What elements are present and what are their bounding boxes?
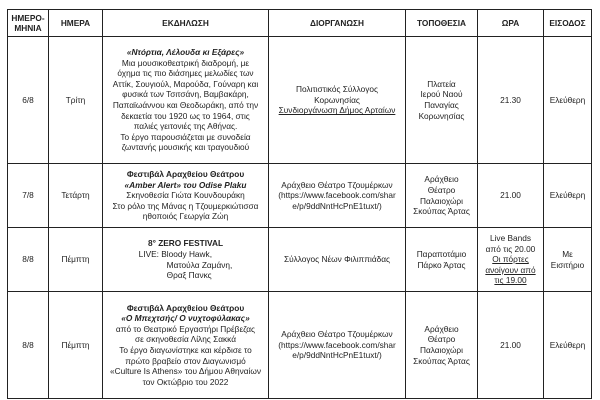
location-line: Παλαιοχώρι — [419, 345, 463, 355]
header-time: ΩΡΑ — [478, 10, 544, 37]
event-line: σε σκηνοθεσία Λίλης Σακκά — [134, 334, 237, 345]
cell-organizer — [269, 37, 406, 164]
organizer-line: Πολιτιστικός Σύλλογος — [296, 84, 378, 95]
event-line: «Culture Is Athens» του Δήμου Αθηναίων — [110, 366, 261, 377]
header-date-line: ΗΜΕΡΟ- — [11, 13, 45, 23]
event-line: τον Οκτώβριο του 2022 — [142, 376, 229, 387]
location-line: Παλαιοχώρι — [419, 195, 463, 206]
event-line: Παπαϊωάννου και Θεοδωράκη, από την — [112, 100, 259, 110]
cell-location — [406, 228, 478, 292]
table-row — [8, 164, 592, 228]
event-line: φυσικά των Τσιτσάνη, Βαμβακάρη, — [122, 89, 249, 100]
organizer-url[interactable]: (https://www.facebook.com/shar — [278, 339, 396, 350]
time-line: από τις 20.00 — [485, 243, 536, 254]
event-line: Ματούλα Ζαμάνη, — [166, 259, 233, 270]
organizer-line: Κορωνησίας — [314, 94, 360, 105]
events-table — [7, 9, 592, 399]
event-line: ηθοποιός Γεωργία Ζώη — [142, 211, 229, 222]
event-line: από το Θεατρικό Εργαστήρι Πρέβεζας — [115, 323, 256, 334]
location-line: Σκούπας Άρτας — [413, 206, 470, 217]
location-line: Παραποτάμιο — [416, 248, 467, 259]
co-organizer-link[interactable]: Συνδιοργάνωση Δήμος Αρταίων — [278, 105, 396, 116]
location-line: Αράχθειο — [424, 323, 459, 334]
location-line: Παναγίας — [424, 100, 459, 110]
organizer-url[interactable]: (https://www.facebook.com/shar — [278, 190, 396, 201]
event-title: «Amber Alert» του Odise Plaku — [124, 179, 247, 190]
header-day: ΗΜΕΡΑ — [49, 10, 103, 37]
cell-day: Τετάρτη — [49, 164, 103, 228]
event-line: Αττίκ, Σουγιούλ, Μαρούδα, Γούναρη και — [112, 78, 259, 89]
table-row — [8, 292, 592, 399]
organizer-url[interactable]: e/p/9ddNntHcPnE1tuxt/) — [292, 200, 382, 211]
doors-open-line: Οι πόρτες — [492, 254, 529, 265]
cell-time: 21.00 — [478, 292, 544, 399]
location-line: Πάρκο Άρτας — [417, 259, 466, 270]
event-line: Στο ρόλο της Μάνας η Τζουμερκιώτισσα — [112, 200, 259, 211]
cell-day: Πέμπτη — [49, 292, 103, 399]
entry-line: Με — [562, 248, 573, 259]
cell-event — [103, 164, 269, 228]
cell-entry: Ελεύθερη — [544, 164, 592, 228]
time-line: Live Bands — [489, 233, 532, 244]
location-line: Αράχθειο — [424, 174, 459, 185]
event-line: Θραξ Πανκς — [166, 270, 212, 281]
cell-organizer — [269, 164, 406, 228]
event-line: δεκαετία του 1920 ως το 1964, στις — [121, 110, 250, 121]
cell-date: 6/8 — [8, 37, 49, 164]
cell-event — [103, 292, 269, 399]
header-event: ΕΚΔΗΛΩΣΗ — [103, 10, 269, 37]
header-organizer: ΔΙΟΡΓΑΝΩΣΗ — [269, 10, 406, 37]
event-lineup — [139, 249, 233, 281]
location-line: Θέατρο — [427, 184, 456, 195]
cell-organizer — [269, 228, 406, 292]
cell-entry: Ελεύθερη — [544, 37, 592, 164]
table-row — [8, 37, 592, 164]
event-line: Σκηνοθεσία Γιώτα Κουνδουράκη — [126, 190, 245, 201]
cell-entry: Ελεύθερη — [544, 292, 592, 399]
event-line: Το έργο διαγωνίστηκε και κέρδισε το — [119, 345, 252, 355]
header-entry: ΕΙΣΟΔΟΣ — [544, 10, 592, 37]
event-title: «Ο Μπεχτσής/ Ο νυχτοφύλακας» — [121, 313, 250, 324]
event-line: Μια μουσικοθεατρική διαδρομή, με — [121, 57, 250, 68]
cell-day: Πέμπτη — [49, 228, 103, 292]
organizer-line: Αράχθειο Θέατρο Τζουμέρκων — [281, 179, 393, 190]
event-line: παλιές γειτονιές της Αθήνας. — [133, 121, 238, 132]
location-line: Κορωνησίας — [418, 110, 465, 121]
event-line: ζωντανής μουσικής και τραγουδιού — [121, 142, 250, 153]
cell-date: 8/8 — [8, 228, 49, 292]
header-row — [8, 10, 592, 37]
organizer-line: Αράχθειο Θέατρο Τζουμέρκων — [281, 329, 393, 340]
cell-organizer — [269, 292, 406, 399]
organizer-url[interactable]: e/p/9ddNntHcPnE1tuxt/) — [292, 350, 382, 361]
location-line: Σκούπας Άρτας — [413, 355, 470, 366]
doors-open-line: ανοίγουν από — [485, 264, 536, 275]
cell-event — [103, 37, 269, 164]
event-line: πρώτο βραβείο στον Διαγωνισμό — [125, 355, 246, 366]
entry-line: Εισιτήριο — [550, 259, 585, 270]
cell-day: Τρίτη — [49, 37, 103, 164]
event-festival: Φεστιβάλ Αραχθείου Θεάτρου — [126, 302, 245, 313]
cell-time: 21.00 — [478, 164, 544, 228]
location-line: Θέατρο — [427, 334, 456, 345]
event-live: LIVE: Bloody Hawk, — [138, 248, 212, 259]
organizer-line: Σύλλογος Νέων Φιλιππιάδας — [283, 254, 391, 265]
cell-location — [406, 292, 478, 399]
location-line: Πλατεία — [427, 78, 456, 89]
header-date — [8, 10, 49, 37]
location-line: Ιερού Ναού — [420, 89, 463, 100]
event-line: Το έργο παρουσιάζεται με συνοδεία — [120, 131, 251, 142]
header-location: ΤΟΠΟΘΕΣΙΑ — [406, 10, 478, 37]
cell-location — [406, 37, 478, 164]
cell-date: 7/8 — [8, 164, 49, 228]
cell-time — [478, 228, 544, 292]
header-date-line: ΜΗΝΙΑ — [14, 23, 42, 33]
event-title: «Ντόρτια, Λέλουδα κι Εξάρες» — [126, 47, 245, 58]
event-title: 8° ZERO FESTIVAL — [147, 238, 224, 249]
doors-open-line: τις 19.00 — [494, 275, 527, 286]
event-line: όχημα τις πιο διάσημες μελωδίες των — [117, 68, 254, 79]
cell-event — [103, 228, 269, 292]
cell-location — [406, 164, 478, 228]
cell-date: 8/8 — [8, 292, 49, 399]
cell-time: 21.30 — [478, 37, 544, 164]
cell-entry — [544, 228, 592, 292]
event-festival: Φεστιβάλ Αραχθείου Θεάτρου — [126, 169, 245, 180]
table-row — [8, 228, 592, 292]
